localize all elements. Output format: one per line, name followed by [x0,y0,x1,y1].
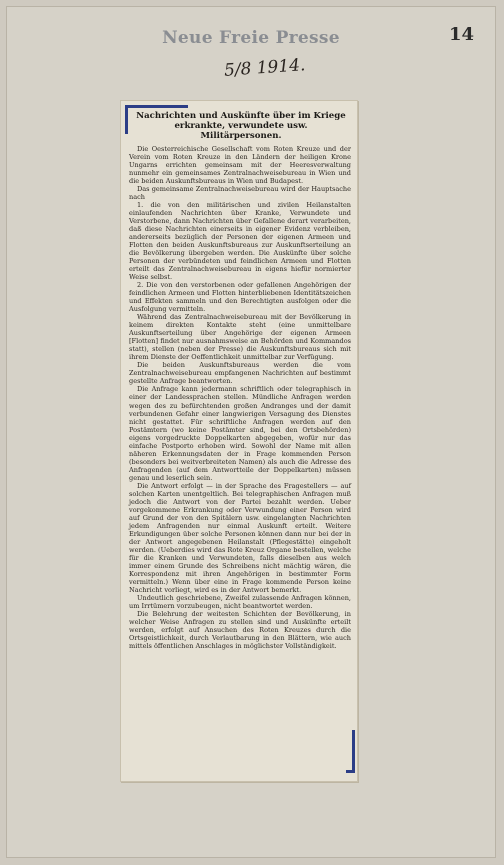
article-paragraph: Die Antwort erfolgt — in der Sprache des Fragestellers — auf solchen Karten unentgeltlich. Bei telegraphischen Anfragen muß jedoch die Antwort von der Partei bezahlt werden. Ueber vorgekommene Erkrankung oder Verwundung einer Person wird auf Grund der von den Spitälern usw. eingelangten Nachrichten jedem Anfragenden nur einmal Auskunft erteilt. Weitere Erkundigungen über solche Personen können dann nur bei der in der Antwort angegebenen Heilanstalt (Pflegestätte) eingeholt werden. (Ueberdies wird das Rote Kreuz Organe bestellen, welche für die Kranken und Verwundeten, falls dieselben aus welch immer einem Grunde des Schreibens nicht mächtig wären, die Korrespondenz mit ihren Angehörigen in bestimmter Form vermitteln.) Wenn über eine in Frage kommende Person keine Nachricht vorliegt, wird es in der Antwort bemerkt. [129,481,351,594]
article-paragraph: Die Oesterreichische Gesellschaft vom Roten Kreuze und der Verein vom Roten Kreuze in den Ländern der heiligen Krone Ungarns errichten gemeinsam mit der Heeresverwaltung nunmehr ein gemeinsames Zentralnachweisebureau in Wien und die beiden Auskunftsbureaus in Wien und Budapest. [129,145,351,186]
article-headline: Nachrichten und Auskünfte über im Kriege erkrankte, verwundete usw. Militärpersonen. [136,111,346,141]
article-paragraph: 1. die von den militärischen und zivilen Heilanstalten einlaufenden Nachrichten über Kranke, Verwundete und Verstorbene, dann Nachrichten über Gefallene derart verarbeiten, daß diese Nachrichten einerseits in eigener Evidenz verbleiben, andererseits bezüglich der Personen der eigenen Armeen und Flotten den beiden Auskunftsbureaus zur Auskunftserteilung an die Bevölkerung übergeben werden. Die Auskünfte über solche Personen der verbündeten und feindlichen Armeen und Flotten erteilt das Zentralnachweisebureau in eigens hiefür normierter Weise selbst. [129,201,351,282]
article-paragraph: Die Anfrage kann jedermann schriftlich oder telegraphisch in einer der Landessprachen stellen. Mündliche Anfragen werden wegen des zu befürchtenden großen Andranges und der damit verbundenen Gefahr einer langwierigen Versagung des Dienstes nicht gestattet. Für schriftliche Anfragen werden auf den Postämtern (wo keine Postämter sind, bei den Ortsbehörden) eigens vorgedruckte Doppelkarten abgegeben, wofür nur das einfache Postporto erhoben wird. Sowohl der Name mit allen näheren Erkennungsdaten der in Frage kommenden Person (besonders bei weitverbreiteten Namen) als auch die Adresse des Anfragenden (auf dem Antwortteile der Doppelkarten) müssen genau und leserlich sein. [129,385,351,482]
article-paragraph: Undeutlich geschriebene, Zweifel zulassende Anfragen können, um Irrtümern vorzubeugen, nicht beantwortet werden. [129,593,351,610]
article-paragraph: Die Belehrung der weitesten Schichten der Bevölkerung, in welcher Weise Anfragen zu stellen sind und Auskünfte erteilt werden, erfolgt auf Ansuchen des Roten Kreuzes durch die Ortsgeistlichkeit, durch Verlautbarung in den Blättern, wie auch mittels öffentlichen Anschlages in möglichster Vollständigkeit. [129,609,351,650]
newspaper-masthead: Neue Freie Presse [162,28,340,48]
blue-pencil-bracket-mark [346,730,355,773]
archive-page [6,6,496,858]
blue-pencil-bracket-mark [125,105,188,134]
article-paragraph: Die beiden Auskunftsbureaus werden die vom Zentralnachweisebureau empfangenen Nachrichten auf bestimmt gestellte Anfrage beantworten. [129,361,351,386]
article-paragraph: 2. Die von den verstorbenen oder gefallenen Angehörigen der feindlichen Armeen und Flotten hinterbliebenen Identitätszeichen und Effekten sammeln und den Berechtigten ausfolgen oder die Ausfolgung vermitteln. [129,281,351,314]
handwritten-date: 5/8 1914. [223,55,307,81]
page-number: 14 [448,24,474,45]
newspaper-clipping [120,100,358,782]
article-body [129,145,351,650]
article-paragraph: Während das Zentralnachweisebureau mit der Bevölkerung in keinem direkten Kontakte steht (eine unmittelbare Auskunftserteilung über Angehörige der eigenen Armeen [Flotten] findet nur ausnahmsweise an Behörden und Kommandos statt), stellen (neben der Presse) die Auskunftsbureaus sich mit ihrem Dienste der Oeffentlichkeit unmittelbar zur Verfügung. [129,313,351,362]
article-paragraph: Das gemeinsame Zentralnachweisebureau wird der Hauptsache nach [129,185,351,202]
